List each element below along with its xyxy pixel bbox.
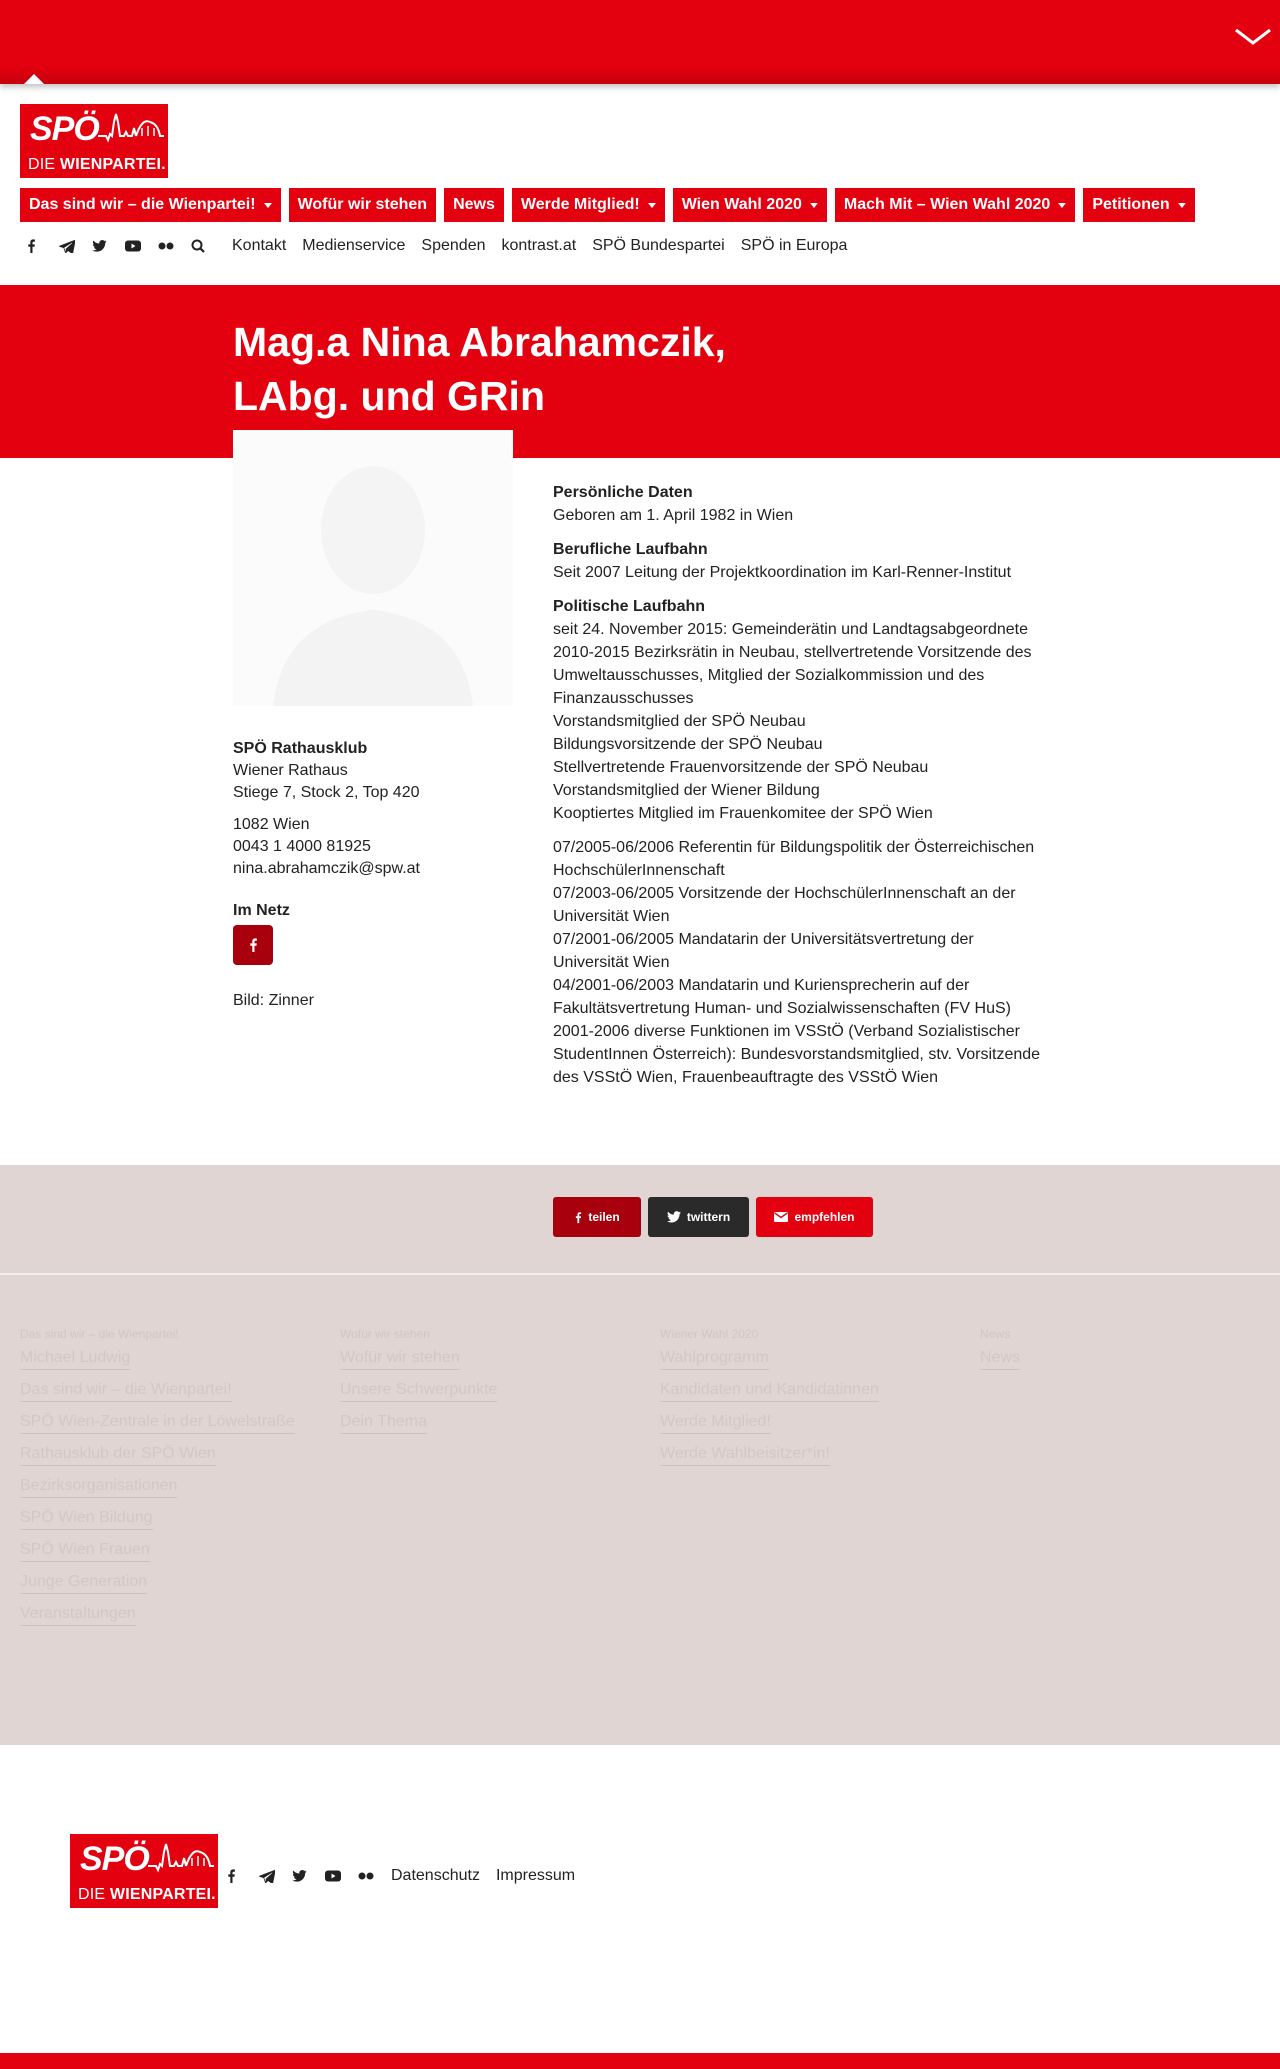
- link-kontakt[interactable]: Kontakt: [232, 237, 287, 254]
- share-twitter-label: twittern: [686, 1210, 731, 1224]
- contact-block: [233, 738, 523, 880]
- footer-sitemap: [0, 1275, 1280, 1745]
- nav-wofuer-wir-stehen[interactable]: [289, 188, 437, 222]
- nav-petitionen[interactable]: [1083, 188, 1194, 222]
- history-line: StudentInnen Österreich): Bundesvorstandsmitglied, stv. Vorsitzende: [553, 1046, 1041, 1063]
- link-impressum[interactable]: Impressum: [495, 1867, 576, 1884]
- logo-brand: SPÖ: [30, 110, 99, 148]
- contact-email[interactable]: nina.abrahamczik@spw.at: [233, 860, 420, 877]
- chevron-down-icon[interactable]: [1234, 24, 1272, 48]
- logo-subtitle: [28, 156, 166, 174]
- caret-down-icon: [1178, 203, 1186, 208]
- sitemap-link[interactable]: Bezirksorganisationen: [20, 1477, 177, 1498]
- sitemap-link[interactable]: Rathausklub der SPÖ Wien: [20, 1445, 216, 1466]
- youtube-icon[interactable]: [325, 1870, 358, 1882]
- share-email-button[interactable]: [756, 1197, 873, 1237]
- sitemap-link[interactable]: SPÖ Wien Frauen: [20, 1541, 150, 1562]
- flickr-icon[interactable]: [158, 234, 191, 258]
- contact-city: 1082 Wien: [233, 816, 310, 833]
- nav-label: Werde Mitglied!: [520, 196, 640, 213]
- nav-label: Wofür wir stehen: [297, 196, 428, 213]
- section-politics: [553, 595, 1073, 1089]
- facebook-profile-button[interactable]: [233, 925, 273, 965]
- main-nav: [20, 188, 1195, 222]
- nav-label: News: [453, 196, 495, 213]
- sitemap-link[interactable]: SPÖ Wien Bildung: [20, 1509, 153, 1530]
- spoe-logo[interactable]: [20, 104, 168, 178]
- link-datenschutz[interactable]: Datenschutz: [391, 1867, 480, 1884]
- politics-line: Vorstandsmitglied der SPÖ Neubau: [553, 713, 806, 730]
- history-line: Fakultätsvertretung Human- und Sozialwissenschaften (FV HuS): [553, 1000, 1011, 1017]
- caret-down-icon: [264, 203, 272, 208]
- politics-line: 2010-2015 Bezirksrätin in Neubau, stellvertretende Vorsitzende des: [553, 644, 1032, 661]
- history-line: 04/2001-06/2003 Mandatarin und Kuriensprecherin auf der: [553, 977, 970, 994]
- twitter-icon: [667, 1211, 681, 1223]
- nav-wien-wahl-2020[interactable]: [673, 188, 827, 222]
- career-heading: Berufliche Laufbahn: [553, 541, 708, 558]
- sitemap-link[interactable]: Michael Ludwig: [20, 1349, 130, 1370]
- share-buttons: [553, 1197, 873, 1237]
- logo-subtitle: [78, 1886, 216, 1904]
- nav-news[interactable]: [444, 188, 504, 222]
- history-line: 07/2001-06/2005 Mandatarin der Universitätsvertretung der: [553, 931, 974, 948]
- sitemap-heading: News: [980, 1327, 1011, 1341]
- portrait-silhouette: [233, 430, 513, 706]
- caret-down-icon: [1058, 203, 1066, 208]
- nav-label: Das sind wir – die Wienpartei!: [29, 196, 256, 213]
- politics-line: Stellvertretende Frauenvorsitzende der SPÖ Neubau: [553, 759, 929, 776]
- facebook-icon: [574, 1211, 582, 1224]
- link-spenden[interactable]: Spenden: [421, 237, 486, 254]
- sitemap-column: [20, 1327, 320, 1637]
- sitemap-link[interactable]: SPÖ Wien-Zentrale in der Löwelstraße: [20, 1413, 295, 1434]
- facebook-icon[interactable]: [26, 234, 59, 258]
- history-line: des VSStÖ Wien, Frauenbeauftragte des VSStÖ Wien: [553, 1069, 939, 1086]
- caret-down-icon: [810, 203, 818, 208]
- history-line: HochschülerInnenschaft: [553, 862, 725, 879]
- politics-line: Bildungsvorsitzende der SPÖ Neubau: [553, 736, 823, 753]
- link-spoe-bundespartei[interactable]: SPÖ Bundespartei: [592, 237, 725, 254]
- facebook-icon[interactable]: [226, 1869, 259, 1883]
- sitemap-heading: Das sind wir – die Wienpartei!: [20, 1327, 179, 1341]
- telegram-icon[interactable]: [59, 234, 92, 258]
- nav-label: Mach Mit – Wien Wahl 2020: [843, 196, 1051, 213]
- sitemap-link[interactable]: Dein Thema: [340, 1413, 427, 1434]
- history-line: 07/2005-06/2006 Referentin für Bildungspolitik der Österreichischen: [553, 839, 1035, 856]
- logo-sub-bold: WIENPARTEI.: [59, 156, 166, 173]
- footer-nav: [226, 1864, 591, 1888]
- share-bar: [0, 1165, 1280, 1273]
- logo-sub-bold: WIENPARTEI.: [109, 1886, 216, 1903]
- sitemap-column: [340, 1327, 640, 1445]
- sitemap-link[interactable]: Unsere Schwerpunkte: [340, 1381, 497, 1402]
- twitter-icon[interactable]: [292, 1870, 325, 1882]
- logo-brand: SPÖ: [80, 1840, 149, 1878]
- sitemap-link[interactable]: Kandidaten und Kandidatinnen: [660, 1381, 879, 1402]
- skyline-icon: [98, 110, 164, 146]
- flickr-icon[interactable]: [358, 1872, 391, 1880]
- history-line: Universität Wien: [553, 954, 670, 971]
- sitemap-heading: Wiener Wahl 2020: [660, 1327, 759, 1341]
- nav-werde-mitglied[interactable]: [512, 188, 665, 222]
- politics-line: Kooptiertes Mitglied im Frauenkomitee der SPÖ Wien: [553, 805, 933, 822]
- caret-down-icon: [648, 203, 656, 208]
- share-email-label: empfehlen: [794, 1210, 855, 1224]
- page-hero: [0, 285, 1280, 458]
- link-kontrast[interactable]: kontrast.at: [501, 237, 577, 254]
- sitemap-link[interactable]: Veranstaltungen: [20, 1605, 136, 1626]
- share-facebook-label: teilen: [588, 1210, 620, 1224]
- nav-mach-mit[interactable]: [835, 188, 1075, 222]
- nav-label: Wien Wahl 2020: [681, 196, 802, 213]
- contact-phone[interactable]: 0043 1 4000 81925: [233, 838, 371, 855]
- politics-line: Vorstandsmitglied der Wiener Bildung: [553, 782, 820, 799]
- youtube-icon[interactable]: [125, 234, 158, 258]
- history-line: Universität Wien: [553, 908, 670, 925]
- page-title: [233, 315, 793, 423]
- politics-line: seit 24. November 2015: Gemeinderätin und Landtagsabgeordnete: [553, 621, 1028, 638]
- secondary-links: [232, 237, 863, 255]
- twitter-icon[interactable]: [92, 234, 125, 258]
- nav-das-sind-wir[interactable]: [20, 188, 281, 222]
- personal-text: Geboren am 1. April 1982 in Wien: [553, 507, 794, 524]
- facebook-icon: [248, 937, 258, 953]
- page-title-line-2: LAbg. und GRin: [233, 373, 545, 419]
- contact-address: Stiege 7, Stock 2, Top 420: [233, 784, 420, 801]
- sitemap-link[interactable]: Junge Generation: [20, 1573, 147, 1594]
- sitemap-link[interactable]: News: [980, 1349, 1020, 1370]
- link-spoe-in-europa[interactable]: SPÖ in Europa: [740, 237, 848, 254]
- sitemap-link[interactable]: Werde Wahlbeisitzer*in!: [660, 1445, 830, 1466]
- sitemap-column: [660, 1327, 960, 1477]
- portrait-photo: [233, 430, 513, 706]
- nav-label: Petitionen: [1092, 196, 1170, 213]
- topbar-notch: [24, 74, 44, 84]
- career-text: Seit 2007 Leitung der Projektkoordination im Karl-Renner-Institut: [553, 564, 1012, 581]
- sitemap-link[interactable]: Das sind wir – die Wienpartei!: [20, 1381, 232, 1402]
- contact-org: SPÖ Rathausklub: [233, 740, 368, 757]
- biography: [553, 481, 1073, 1089]
- logo-sub-light: DIE: [28, 156, 60, 173]
- sitemap-heading: Wofür wir stehen: [340, 1327, 430, 1341]
- sitemap-column: [980, 1327, 1180, 1381]
- footer-logo[interactable]: [70, 1834, 218, 1908]
- bottom-bar: [0, 2053, 1280, 2069]
- politics-line: Umweltausschusses, Mitglied der Sozialkommission und des: [553, 667, 985, 684]
- secondary-nav: [26, 234, 863, 258]
- politics-line: Finanzausschusses: [553, 690, 694, 707]
- page-title-line-1: Mag.a Nina Abrahamczik,: [233, 319, 726, 365]
- personal-heading: Persönliche Daten: [553, 484, 693, 501]
- sitemap-link[interactable]: Wofür wir stehen: [340, 1349, 460, 1370]
- section-career: [553, 538, 1073, 584]
- top-banner: [0, 0, 1280, 84]
- share-twitter-button[interactable]: [648, 1197, 749, 1237]
- history-line: 07/2003-06/2005 Vorsitzende der HochschülerInnenschaft an der: [553, 885, 1016, 902]
- image-credit: Bild: Zinner: [233, 992, 314, 1009]
- envelope-icon: [774, 1212, 788, 1222]
- sitemap-link[interactable]: Werde Mitglied!: [660, 1413, 771, 1434]
- skyline-icon: [148, 1840, 214, 1876]
- politics-heading: Politische Laufbahn: [553, 598, 706, 615]
- sitemap-link[interactable]: Wahlprogramm: [660, 1349, 769, 1370]
- search-icon[interactable]: [191, 234, 224, 258]
- link-medienservice[interactable]: Medienservice: [302, 237, 406, 254]
- share-facebook-button[interactable]: [553, 1197, 641, 1237]
- section-personal: [553, 481, 1073, 527]
- history-line: 2001-2006 diverse Funktionen im VSStÖ (Verband Sozialistischer: [553, 1023, 1020, 1040]
- contact-building: Wiener Rathaus: [233, 762, 348, 779]
- im-netz-heading: Im Netz: [233, 902, 290, 919]
- logo-sub-light: DIE: [78, 1886, 110, 1903]
- telegram-icon[interactable]: [259, 1869, 292, 1883]
